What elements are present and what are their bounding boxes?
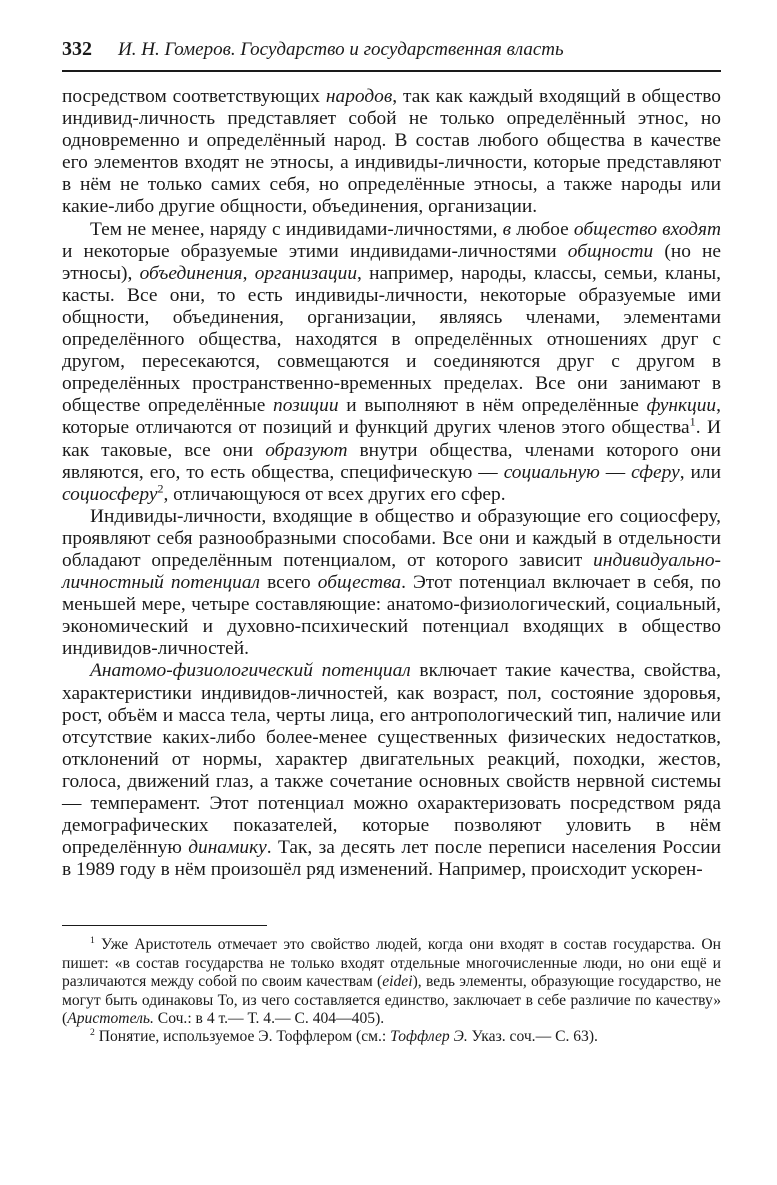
- footnote-ref-2[interactable]: 2: [157, 481, 164, 496]
- text-span: Индивиды-личности, входящие в общество и образующие его социосферу, проявляют себя разнообразными способами. Все они и каждый в отдельности обладают определённым потенциалом, от которого зависит: [62, 505, 721, 571]
- italic-term: индивидуально-личностный потенциал: [62, 549, 721, 594]
- text-span: внутри общества, членами которого они являются, его, то есть общества, специфическую —: [62, 439, 721, 483]
- footnote-number: 2: [90, 1027, 95, 1039]
- text-span: , например, народы, классы, семьи, кланы, касты. Все они, то есть индивиды-личности, некоторые образуемые ими общности, объединения, организации, являясь членами, элементами определённого общества, находятся в определённых отношениях друг с другом, пересекаются, совмещаются и соединяются друг с другом в определённых пространственно-временных пределах. Все они занимают в обществе определённые: [62, 262, 722, 417]
- text-span: ), ведь элементы, образующие государство, не могут быть одинаковы То, из чего составляется единство, заключает в себе различие по качеству» (: [62, 973, 721, 1027]
- header-rule: [62, 70, 721, 72]
- text-span: , так как каждый входящий в общество индивид-личность представляет собой не только определённый этнос, но одновременно и определённый народ. В состав любого общества в качестве его элементов входят не этносы, а индивиды-личности, которые представляют в нём не только самих себя, но определённые этносы, а также народы или какие-либо другие общности, объединения, организации.: [62, 86, 721, 218]
- text-span: Тем не менее, наряду с индивидами-личностями,: [90, 218, 503, 240]
- italic-term: в: [502, 218, 512, 240]
- page-number: 332: [62, 38, 92, 60]
- text-span: Понятие, используемое Э. Тоффлером (см.:: [94, 1028, 391, 1046]
- running-title: И. Н. Гомеров. Государство и государственная власть: [118, 39, 564, 60]
- paragraph-1: [62, 86, 721, 219]
- text-span: и выполняют в нём определённые: [338, 395, 647, 417]
- italic-term: народов: [325, 86, 393, 107]
- main-text: [62, 86, 721, 881]
- paragraph-3: [62, 506, 721, 661]
- text-span: , или: [679, 461, 721, 483]
- italic-term: динамику: [188, 837, 267, 859]
- paragraph-4: [62, 660, 721, 881]
- text-span: посредством соответствующих: [62, 86, 326, 107]
- footnotes: [62, 936, 721, 1046]
- text-span: . Этот потенциал включает в себя, по меньшей мере, четыре составляющие: анатомо-физиологический, социальный, экономический и духовно-психический потенциал входящих в общество индивидов-личностей.: [62, 572, 721, 660]
- text-span: ,: [242, 262, 255, 284]
- page-header: [62, 38, 721, 66]
- paragraph-2: [62, 219, 721, 506]
- italic-term: общество входят: [573, 218, 721, 240]
- text-span: . И как таковые, все они: [62, 417, 721, 461]
- italic-term: Анатомо-физиологический потенциал: [90, 660, 411, 682]
- italic-term: объединения: [139, 262, 243, 284]
- footnote-number: 1: [90, 935, 95, 947]
- text-span: (но не этносы),: [62, 240, 721, 284]
- text-span: включает такие качества, свойства, характеристики индивидов-личностей, как возраст, пол, состояние здоровья, рост, объём и масса тела, черты лица, его антропологический тип, наличие или отсутствие каких-либо более-менее существенных физических недостатков, отклонений от нормы, характер двигательных реакций, походки, жестов, голоса, движений глаз, а также сочетание основных свойств нервной системы — темперамент. Этот потенциал можно охарактеризовать посредством ряда демографических показателей, которые позволяют уловить в нём определённую: [62, 660, 722, 859]
- italic-term: организации: [254, 262, 358, 284]
- text-span: , которые отличаются от позиций и функций других членов этого общества: [62, 395, 721, 439]
- italic-term: общества: [317, 572, 402, 594]
- italic-term: социальную: [503, 461, 600, 483]
- text-span: —: [599, 461, 632, 483]
- footnote-rule: [62, 925, 267, 926]
- text-span: Указ. соч.— С. 63).: [467, 1028, 598, 1046]
- text-span: , отличающуюся от всех других его сфер.: [163, 483, 506, 505]
- italic-term: eidei: [382, 973, 413, 991]
- italic-term: социосферу: [62, 483, 158, 505]
- italic-term: общности: [567, 240, 654, 262]
- text-span: любое: [511, 218, 574, 240]
- text-span: . Так, за десять лет после переписи населения России в 1989 году в нём произошёл ряд изменений. Например, происходит ускорен-: [62, 837, 721, 881]
- footnote-1: [62, 936, 721, 1028]
- text-span: и некоторые образуемые этими индивидами-личностями: [62, 240, 568, 262]
- text-span: Соч.: в 4 т.— Т. 4.— С. 404—405).: [153, 1010, 385, 1027]
- italic-term: позиции: [273, 395, 339, 417]
- italic-term: Аристотель.: [67, 1010, 154, 1027]
- italic-term: функции: [646, 395, 717, 417]
- footnote-ref-1[interactable]: 1: [689, 414, 696, 429]
- italic-term: образуют: [265, 439, 348, 461]
- italic-term: сферу: [631, 461, 680, 483]
- footnote-2: [62, 1028, 721, 1046]
- text-span: Уже Аристотель отмечает это свойство людей, когда они входят в состав государства. Он пишет: «в состав государства не только входят отдельные многочисленные люди, но они ещё и различаются между собой по своим качествам (: [62, 936, 721, 991]
- text-span: всего: [260, 572, 318, 594]
- italic-term: Тоффлер Э.: [390, 1028, 468, 1046]
